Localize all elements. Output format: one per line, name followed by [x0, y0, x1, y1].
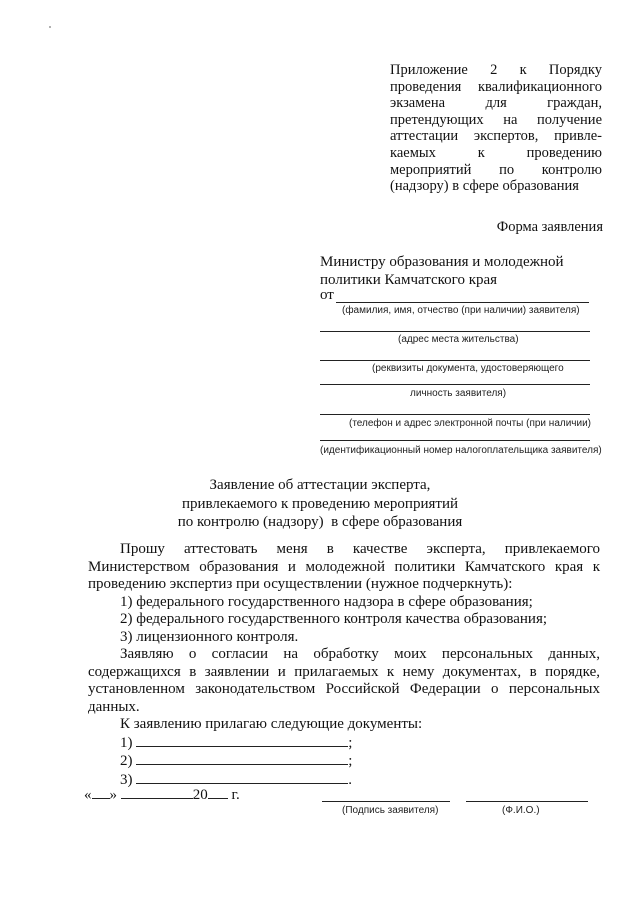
signature-caption: (Подпись заявителя): [342, 805, 439, 816]
addressee: [320, 253, 592, 289]
year-field-line[interactable]: [208, 786, 228, 799]
attachment-field-line[interactable]: [136, 734, 348, 747]
consent-paragraph: Заявляю о согласии на обработку моих персональных данных, содержащихся в заявлении и прилагаемых к нему документах, в порядке, установленном законодательством Российской Федерации о персональных данных.: [88, 646, 600, 715]
appendix-line: аттестации экспертов, привле-: [390, 128, 602, 145]
attachment-field-line[interactable]: [136, 771, 348, 784]
attachment-number: 3): [120, 771, 133, 788]
attachment-end: ;: [348, 734, 353, 751]
appendix-line: Приложение 2 к Порядку: [390, 62, 602, 78]
fio-caption: (фамилия, имя, отчество (при наличии) заявителя): [342, 305, 580, 316]
form-label: Форма заявления: [496, 219, 603, 235]
inn-caption: (идентификационный номер налогоплательщика заявителя): [320, 445, 602, 456]
date-close-quote: »: [109, 787, 117, 803]
title-line-1: Заявление об аттестации эксперта,: [209, 477, 431, 493]
attachment-row: [88, 734, 600, 753]
option-item: 1) федерального государственного надзора в сфере образования;: [120, 593, 533, 610]
option-item: 2) федерального государственного контроля качества образования;: [120, 611, 548, 627]
signature-field-line[interactable]: [322, 801, 450, 802]
year-suffix: г.: [231, 787, 240, 803]
attachment-end: ;: [348, 753, 353, 769]
address-caption: (адрес места жительства): [398, 334, 519, 345]
attachments-label: К заявлению прилагаю следующие документы:: [120, 716, 423, 732]
attachment-row: [88, 752, 600, 771]
day-field-line[interactable]: [92, 786, 110, 799]
request-paragraph: Прошу аттестовать меня в качестве эксперта, привлекаемого Министерством образования и молодежной политики Камчатского края к проведению экспертиз при осуществлении (нужное подчеркнуть):: [88, 541, 600, 592]
statement-body: [88, 541, 600, 789]
name-field-line[interactable]: [466, 801, 588, 802]
appendix-note: [390, 62, 602, 195]
statement-title: [0, 476, 640, 532]
appendix-line: экзамена для граждан,: [390, 95, 602, 112]
addressee-line-2: политики Камчатского края: [320, 272, 498, 288]
id-doc-caption-2: личность заявителя): [410, 388, 507, 399]
fio-field-line[interactable]: [336, 302, 589, 303]
appendix-line: каемых к проведению: [390, 144, 602, 161]
appendix-line: претендующих на получение: [390, 111, 602, 128]
address-field-line[interactable]: [320, 331, 590, 332]
inn-field-line[interactable]: [320, 440, 590, 441]
year-prefix: 20: [192, 787, 208, 803]
option-item: 3) лицензионного контроля.: [120, 628, 299, 645]
contact-field-line[interactable]: [320, 414, 590, 415]
title-line-3: по контролю (надзору) в сфере образования: [177, 514, 463, 530]
month-field-line[interactable]: [121, 786, 193, 799]
attachment-number: 2): [120, 753, 133, 769]
appendix-line: (надзору) в сфере образования: [390, 178, 579, 195]
title-line-2: привлекаемого к проведению мероприятий: [181, 495, 458, 512]
from-label: от: [320, 287, 334, 303]
attachment-number: 1): [120, 734, 133, 751]
appendix-line: проведения квалификационного: [390, 78, 602, 95]
date-open-quote: «: [84, 787, 92, 803]
id-doc-field-line-2[interactable]: [320, 384, 590, 385]
attachment-end: .: [348, 771, 352, 788]
addressee-line-1: Министру образования и молодежной: [320, 254, 564, 270]
date-field: [84, 786, 240, 804]
contact-caption: (телефон и адрес электронной почты (при наличии): [349, 418, 592, 429]
appendix-line: мероприятий по контролю: [390, 161, 602, 178]
name-caption: (Ф.И.О.): [502, 805, 540, 816]
attachment-field-line[interactable]: [136, 752, 348, 765]
id-doc-caption: (реквизиты документа, удостоверяющего: [372, 363, 564, 374]
id-doc-field-line[interactable]: [320, 360, 590, 361]
scan-speck: [49, 26, 51, 28]
